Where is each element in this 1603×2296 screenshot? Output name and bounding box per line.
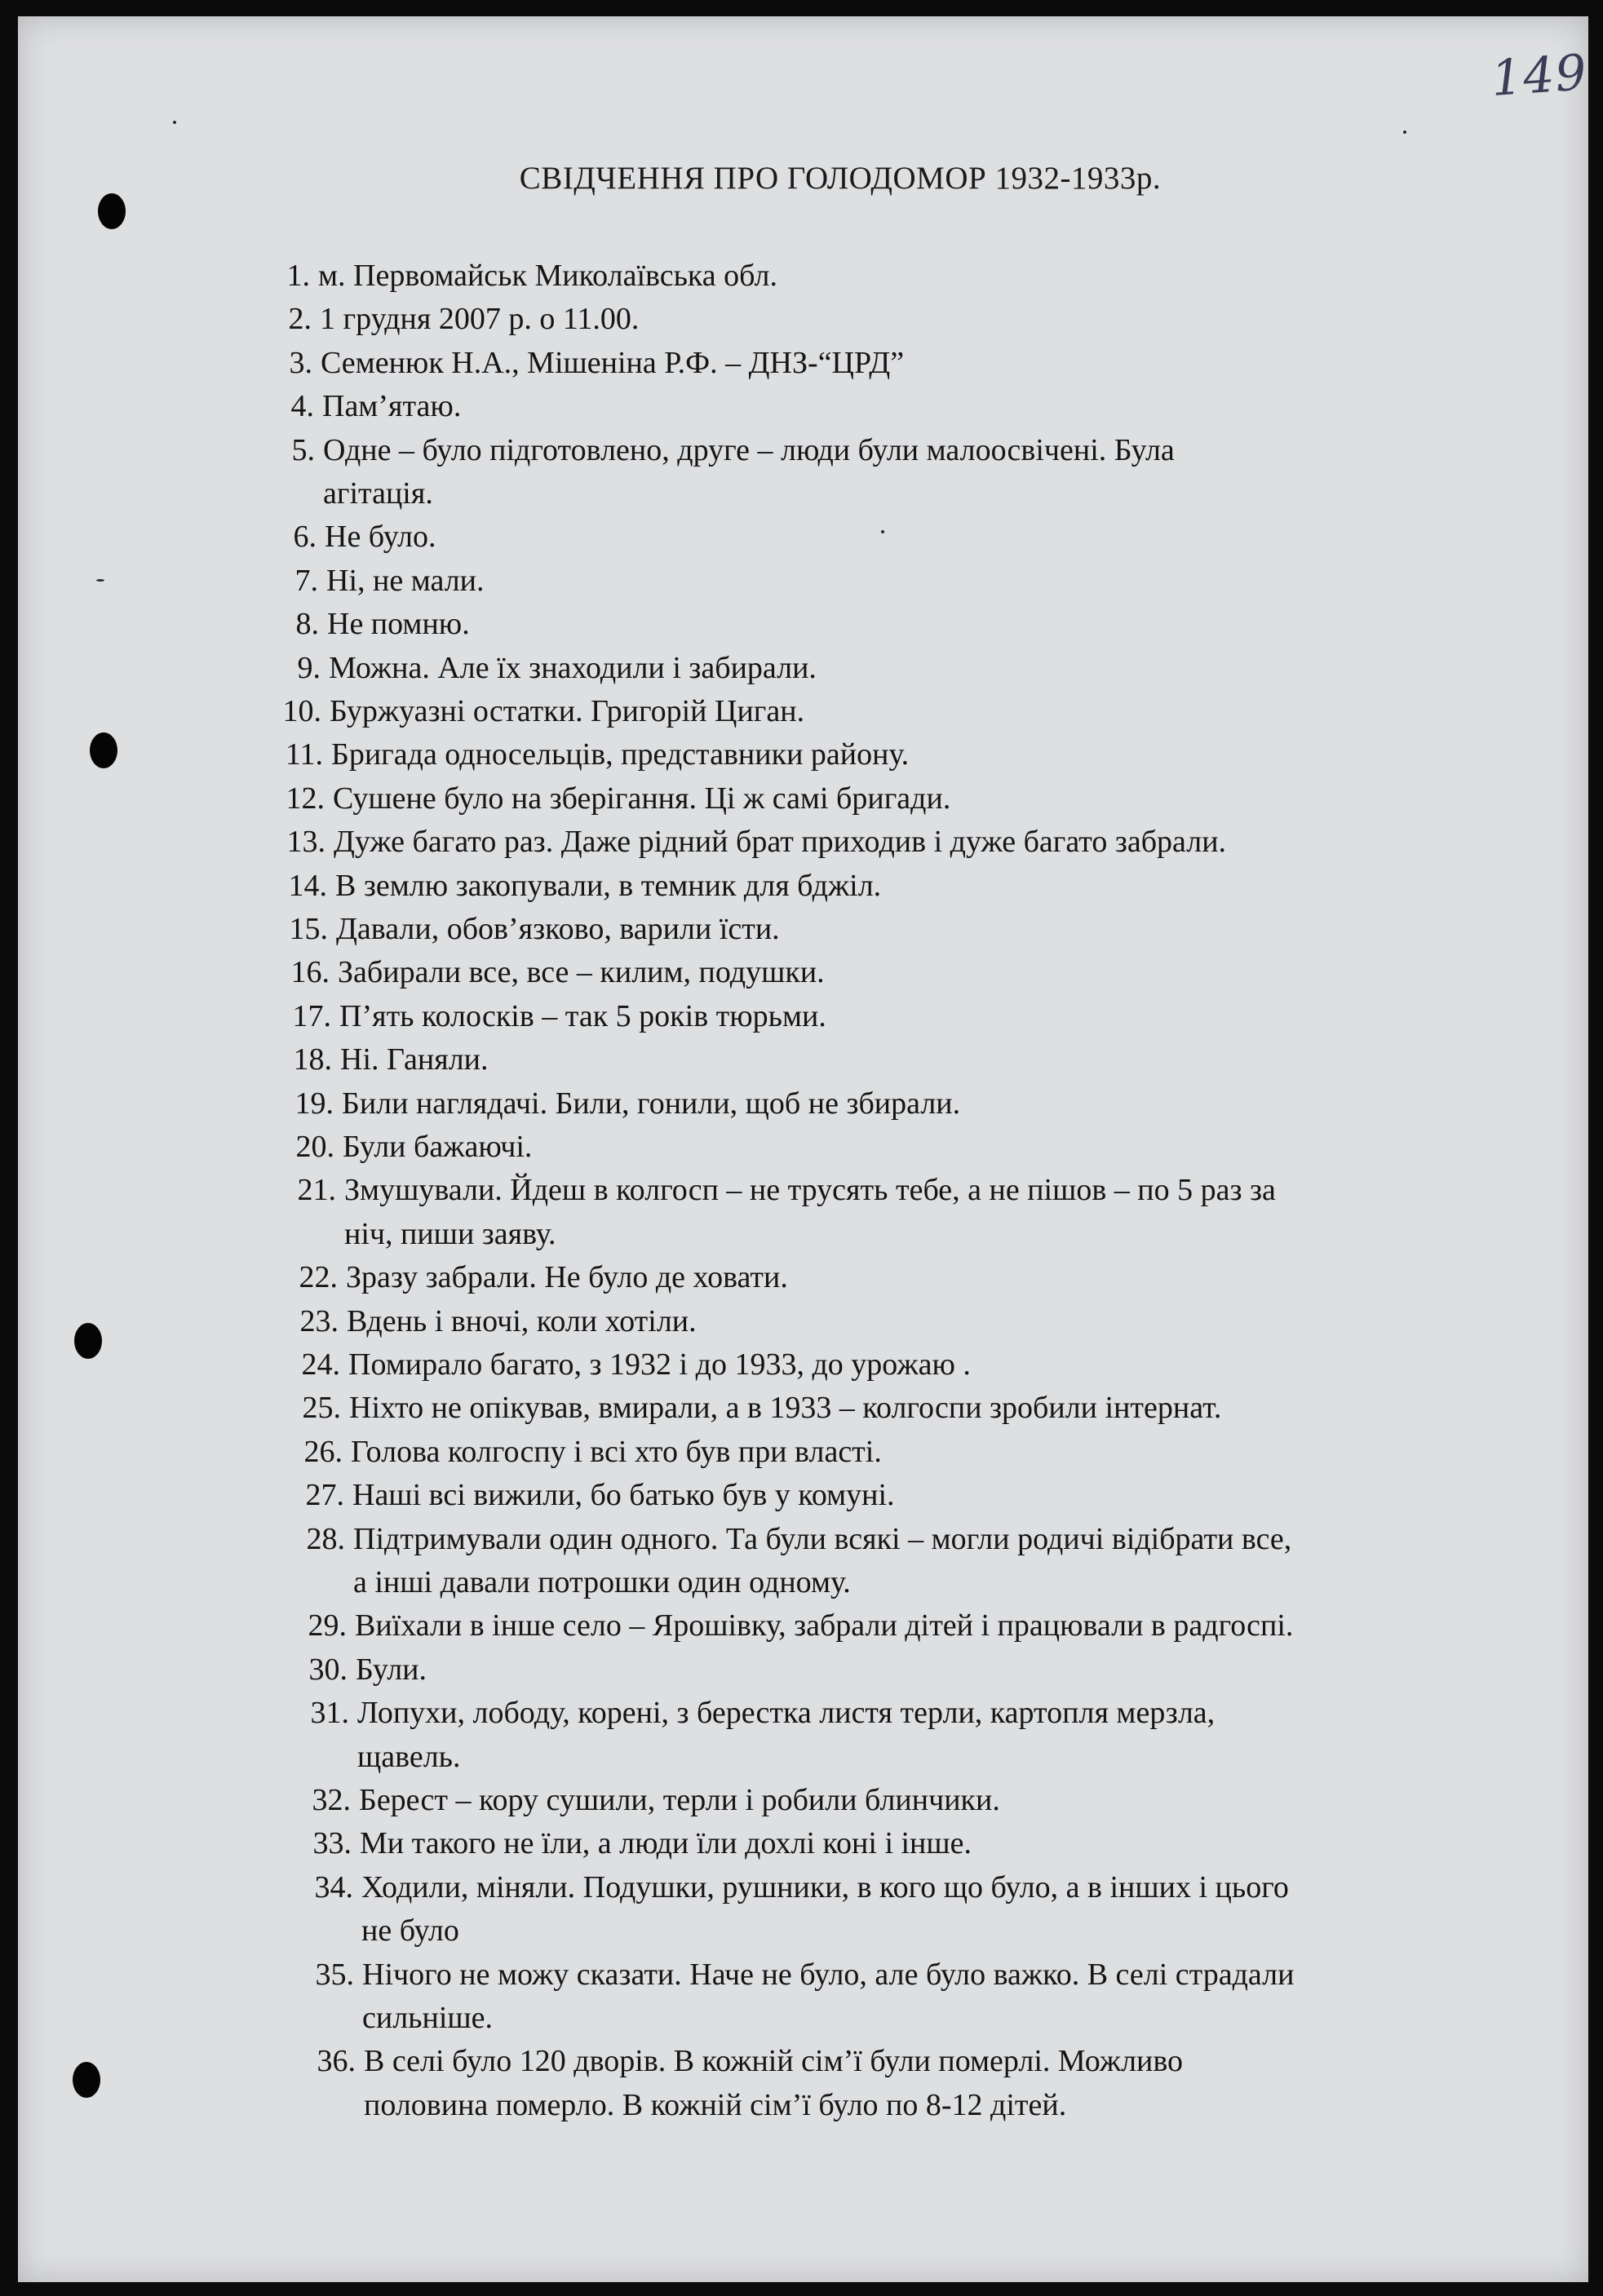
answer-text: Бригада односельців, представники району. [331,737,910,772]
answer-text: Не помню. [327,607,470,641]
answer-number: 22. [299,1260,338,1294]
punch-hole-icon [73,2062,100,2098]
answer-item [291,1866,1289,1909]
answer-number: 2. [288,302,312,336]
answer-text: Нічого не можу сказати. Наче не було, але було важко. В селі страдали [362,1958,1295,1992]
punch-hole-icon [90,732,117,768]
answer-number: 1. [286,259,310,293]
answer-item [286,1648,427,1692]
scan-speck [881,530,884,533]
answer-number: 4. [290,389,314,423]
answer-text: Ні, не мали. [326,564,485,598]
answer-text: Виїхали в інше село – Ярошівку, забрали дітей і працювали в радгоспі. [355,1608,1294,1643]
answer-text: Ми такого не їли, а люди їли дохлі коні і інше. [360,1826,972,1860]
punch-hole-icon [74,1323,102,1359]
answer-item [270,429,1175,472]
handwritten-page-number: 149 [1489,43,1589,108]
answer-text: Можна. Але їх знаходили і забирали. [329,651,817,685]
answer-item [287,1692,1215,1735]
answer-item [279,1387,1221,1430]
answer-item [290,1822,972,1865]
answer-item [270,1038,489,1082]
answer-item [285,1604,1293,1648]
answer-text: Зразу забрали. Не було де ховати. [346,1260,788,1294]
answer-text: Були бажаючі. [343,1130,533,1164]
answer-text: Берест – кору сушили, терли і робили блинчики. [359,1783,1000,1817]
answer-text-continuation: сильніше. [362,2001,494,2035]
answer-text: Ніхто не опікував, вмирали, а в 1933 – колгоспи зробили інтернат. [349,1391,1222,1425]
answer-text: Давали, обов’язково, варили їсти. [336,912,780,946]
answer-item [265,865,881,908]
answer-item [294,2040,1183,2083]
answer-text: Наші всі вижили, бо батько був у комуні. [352,1478,895,1512]
answer-text: Змушували. Йдеш в колгосп – не трусять тебе, а не пішов – по 5 раз за [344,1173,1276,1207]
answer-text: Ходили, міняли. Подушки, рушники, в кого що було, а в інших і цього [361,1870,1289,1904]
answer-item [274,603,470,646]
answer-number: 34. [314,1870,353,1904]
answer-number: 33. [312,1826,352,1860]
answer-number: 25. [302,1391,341,1425]
answer-text: Лопухи, лободу, корені, з берестка листя терли, картопля мерзла, [357,1696,1216,1730]
answer-text: Били наглядачі. Били, гонили, щоб не збирали. [342,1086,961,1121]
answer-number: 28. [306,1522,345,1556]
answer-number: 30. [308,1652,348,1687]
answer-item [282,1474,895,1517]
answer-item [272,1082,960,1126]
answer-text: Одне – було підготовлено, друге – люди були малоосвічені. Була [323,433,1175,467]
answer-text: Були. [356,1652,427,1687]
answer-number: 3. [289,346,312,380]
answer-item [289,1779,1000,1822]
answer-text: В селі було 120 дворів. В кожній сім’ї були померлі. Можливо [364,2044,1184,2078]
answer-text-continuation: не було [361,1913,459,1948]
answer-item [278,1343,971,1387]
answer-number: 7. [294,564,318,598]
answer-item [281,1431,882,1474]
answer-text: Дуже багато раз. Даже рідний брат приходив і дуже багато забрали. [334,825,1227,859]
answer-text: Голова колгоспу і всі хто був при власті. [351,1435,882,1469]
answer-text: Ні. Ганяли. [340,1042,489,1077]
answer-number: 27. [305,1478,344,1512]
answer-item [266,908,780,951]
answer-number: 29. [308,1608,347,1643]
answer-number: 20. [295,1130,334,1164]
answer-number: 9. [297,651,321,685]
answer-item [272,1126,532,1169]
answer-text: Забирали все, все – килим, подушки. [338,955,825,989]
answer-item [267,298,639,341]
answer-number: 8. [295,607,319,641]
answer-number: 13. [286,825,325,859]
answer-number: 18. [293,1042,332,1077]
answer-number: 32. [312,1783,351,1817]
page-title: СВІДЧЕННЯ ПРО ГОЛОДОМОР 1932-1933р. [519,161,1162,196]
answer-text: В землю закопували, в темник для бджіл. [335,869,882,903]
answer-number: 5. [291,433,315,467]
answer-text-continuation: а інші давали потрошки один одному. [353,1565,851,1599]
answer-item [273,560,485,603]
answer-item [263,821,1226,864]
answer-text-continuation: ніч, пиши заяву. [344,1217,556,1251]
answer-number: 19. [294,1086,334,1121]
answer-item [272,515,436,559]
scan-speck [173,121,176,124]
answer-text: Сушене було на зберігання. Ці ж самі бригади. [333,781,951,816]
answer-number: 24. [301,1347,340,1382]
answer-item [268,342,904,385]
answer-text: Помирало багато, з 1932 і до 1933, до урожаю . [348,1347,971,1382]
answer-number: 16. [290,955,330,989]
answer-item [269,995,826,1038]
answer-text: Буржуазні остатки. Григорій Циган. [330,694,805,728]
answer-text: Вдень і вночі, коли хотіли. [347,1304,697,1338]
answer-item [276,647,817,690]
answer-text: Пам’ятаю. [322,389,462,423]
answer-text: Підтримували один одного. Та були всякі – могли родичі відібрати все, [353,1522,1292,1556]
answer-item [292,1953,1294,1997]
answer-item [274,1169,1276,1212]
answer-item [261,733,909,776]
answer-number: 12. [286,781,325,816]
answer-number: 6. [293,520,317,554]
answer-number: 11. [285,737,323,772]
answer-text-continuation: агітація. [323,476,433,511]
scan-speck [1403,131,1406,134]
answer-number: 23. [299,1304,339,1338]
answer-item [268,951,825,994]
answer-item [263,777,950,821]
answer-text: Не було. [325,520,436,554]
answer-text-continuation: щавель. [357,1740,461,1774]
answer-number: 36. [317,2044,356,2078]
answer-text: м. Первомайськ Миколаївська обл. [318,259,778,293]
answer-number: 26. [303,1435,343,1469]
answer-item [265,254,777,298]
answer-number: 10. [282,694,321,728]
scan-speck [96,579,104,582]
answer-number: 21. [297,1173,336,1207]
answer-number: 31. [310,1696,349,1730]
answer-number: 35. [315,1958,354,1992]
answer-item [269,385,461,428]
punch-hole-icon [98,193,126,229]
answer-text: 1 грудня 2007 р. о 11.00. [320,302,640,336]
answer-number: 14. [288,869,327,903]
answer-text: Семенюк Н.А., Мішеніна Р.Ф. – ДНЗ-“ЦРД” [321,346,905,380]
answer-item [283,1518,1291,1561]
answer-text-continuation: половина померло. В кожній сім’ї було по 8-12 дітей. [364,2088,1067,2122]
answer-text: П’ять колосків – так 5 років тюрьми. [339,999,826,1033]
answer-number: 15. [289,912,328,946]
answer-item [276,1256,788,1299]
answer-item [259,690,804,733]
answer-number: 17. [292,999,331,1033]
answer-item [277,1300,697,1343]
